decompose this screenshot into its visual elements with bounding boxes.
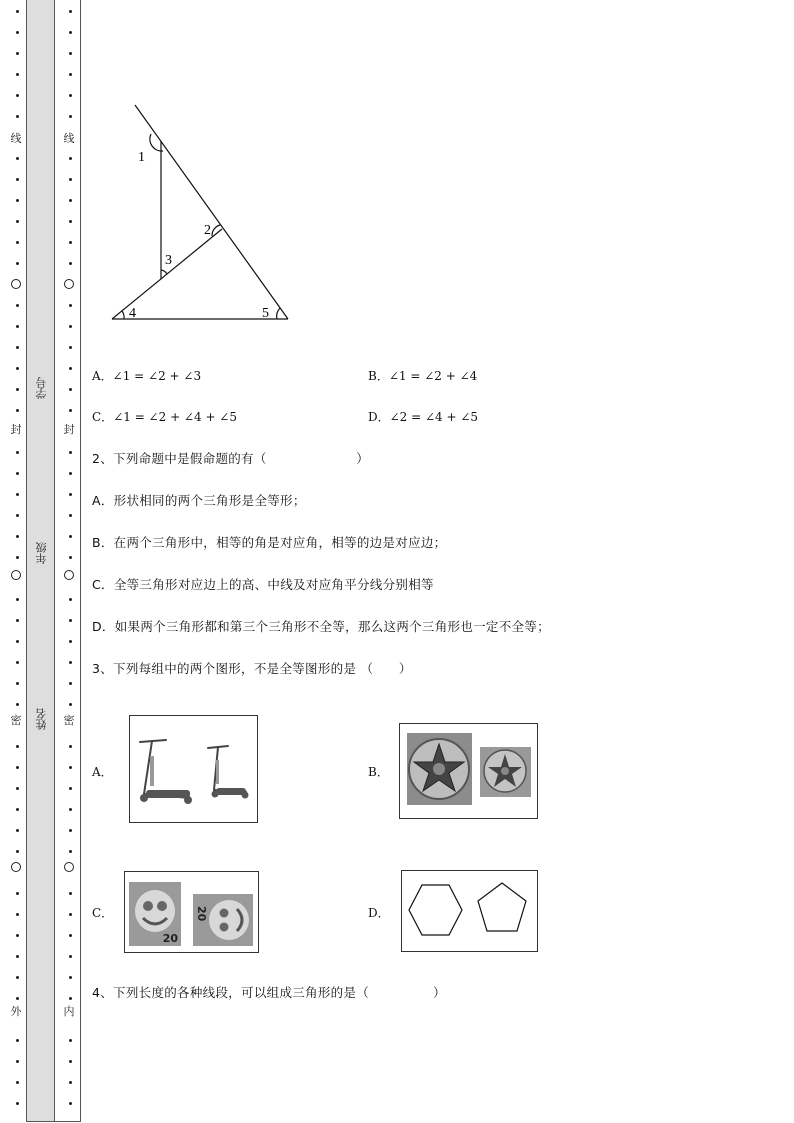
margin-char-mi-outer: 密 <box>10 714 22 727</box>
margin-dot <box>16 955 19 958</box>
margin-dot <box>16 472 19 475</box>
q1-option-d-letter: D． <box>368 410 390 424</box>
margin-dot <box>69 115 72 118</box>
margin-dot <box>69 472 72 475</box>
margin-dot <box>69 808 72 811</box>
margin-dot <box>16 94 19 97</box>
margin-dot <box>69 913 72 916</box>
margin-dot <box>16 115 19 118</box>
margin-dot <box>16 241 19 244</box>
margin-dot <box>16 976 19 979</box>
margin-dot <box>16 52 19 55</box>
margin-dot <box>16 514 19 517</box>
angle-label-3: 3 <box>165 253 172 268</box>
margin-dot <box>69 409 72 412</box>
margin-circle <box>64 862 74 872</box>
margin-dot <box>69 661 72 664</box>
margin-dot <box>69 829 72 832</box>
margin-char-feng-inner: 封 <box>63 423 75 436</box>
pentagon-icon <box>478 883 526 931</box>
margin-dot <box>69 1039 72 1042</box>
margin-dot <box>69 10 72 13</box>
margin-dot <box>69 52 72 55</box>
margin-dot <box>69 367 72 370</box>
margin-dot <box>16 262 19 265</box>
margin-dot <box>69 262 72 265</box>
margin-dot <box>69 850 72 853</box>
margin-dot <box>69 682 72 685</box>
q2-option-a: A．形状相同的两个三角形是全等形； <box>92 493 306 508</box>
margin-dot <box>69 199 72 202</box>
scooter-pair-icon <box>130 716 257 822</box>
margin-dot <box>16 367 19 370</box>
angle-label-5: 5 <box>262 306 269 321</box>
q2-option-c: C．全等三角形对应边上的高、中线及对应角平分线分别相等 <box>92 577 434 592</box>
margin-dot <box>16 808 19 811</box>
margin-dot <box>16 304 19 307</box>
q3-option-a-letter: A． <box>92 765 113 779</box>
margin-dot <box>69 73 72 76</box>
margin-dot <box>16 703 19 706</box>
margin-dot <box>69 157 72 160</box>
margin-dot <box>16 220 19 223</box>
q3-option-c-image <box>124 871 259 953</box>
q3-option-b-letter: B． <box>368 765 389 779</box>
q3-option-c-letter: C． <box>92 906 114 920</box>
margin-dot <box>16 10 19 13</box>
q2-option-d: D．如果两个三角形都和第三个三角形不全等，那么这两个三角形也一定不全等； <box>92 619 550 634</box>
hexagon-pentagon-icon <box>402 871 537 951</box>
q1-option-a-text: ∠1 = ∠2 + ∠3 <box>112 369 202 383</box>
margin-char-mi-inner: 密 <box>63 714 75 727</box>
margin-dot <box>16 199 19 202</box>
margin-dot <box>16 787 19 790</box>
angle-label-4: 4 <box>129 306 136 321</box>
margin-dot <box>69 640 72 643</box>
margin-dot <box>69 766 72 769</box>
margin-dot <box>16 409 19 412</box>
stamp-right-value: 20 <box>195 906 208 922</box>
margin-dot <box>69 451 72 454</box>
outer-dotted-line <box>14 0 24 1123</box>
margin-dot <box>69 997 72 1000</box>
field-label-name: 姓名 <box>35 708 48 730</box>
margin-dot <box>69 325 72 328</box>
q1-option-c-letter: C． <box>92 410 114 424</box>
margin-dot <box>69 241 72 244</box>
margin-char-feng-outer: 封 <box>10 423 22 436</box>
margin-dot <box>16 682 19 685</box>
field-label-student-id: 学号 <box>35 377 48 399</box>
q1-option-a <box>92 368 201 384</box>
figure-long-side <box>135 105 288 319</box>
margin-dot <box>69 619 72 622</box>
q4-stem: 4、下列长度的各种线段，可以组成三角形的是（ ） <box>92 985 446 1000</box>
q1-option-c-text: ∠1 = ∠2 + ∠4 + ∠5 <box>113 410 237 424</box>
margin-dot <box>16 1102 19 1105</box>
margin-dot <box>16 913 19 916</box>
margin-dot <box>16 1039 19 1042</box>
angle-arc-5 <box>277 308 280 319</box>
margin-dot <box>69 178 72 181</box>
q1-option-c <box>92 409 237 425</box>
binding-inner-line <box>80 0 81 1121</box>
margin-dot <box>69 1081 72 1084</box>
margin-dot <box>16 1081 19 1084</box>
margin-dot <box>16 661 19 664</box>
margin-dot <box>16 451 19 454</box>
margin-dot <box>16 1060 19 1063</box>
q3-option-b-image <box>399 723 538 819</box>
margin-dot <box>69 94 72 97</box>
q3-option-d-letter: D． <box>368 906 390 920</box>
margin-dot <box>69 955 72 958</box>
q1-option-d <box>368 409 478 425</box>
q1-option-b <box>368 368 477 384</box>
margin-dot <box>16 535 19 538</box>
margin-dot <box>16 619 19 622</box>
margin-dot <box>69 598 72 601</box>
margin-dot <box>16 640 19 643</box>
margin-dot <box>16 829 19 832</box>
margin-dot <box>69 346 72 349</box>
margin-char-xian-inner: 线 <box>63 132 75 145</box>
margin-dot <box>69 514 72 517</box>
margin-char-wai-outer: 外 <box>10 1005 22 1018</box>
margin-dot <box>16 73 19 76</box>
margin-dot <box>16 157 19 160</box>
q1-option-b-letter: B． <box>368 369 389 383</box>
margin-char-xian-outer: 线 <box>10 132 22 145</box>
q3-stem: 3、下列每组中的两个图形，不是全等图形的是 （ ） <box>92 661 412 676</box>
margin-circle <box>11 862 21 872</box>
margin-dot <box>16 934 19 937</box>
margin-circle <box>64 570 74 580</box>
margin-dot <box>16 346 19 349</box>
margin-circle <box>11 570 21 580</box>
margin-dot <box>16 850 19 853</box>
q3-option-a-image <box>129 715 258 823</box>
margin-dot <box>69 220 72 223</box>
q2-option-b: B．在两个三角形中，相等的角是对应角，相等的边是对应边； <box>92 535 447 550</box>
margin-dot <box>16 892 19 895</box>
margin-char-nei-inner: 内 <box>63 1005 75 1018</box>
margin-dot <box>69 304 72 307</box>
margin-dot <box>69 31 72 34</box>
angle-label-1: 1 <box>138 150 145 165</box>
inner-dotted-line <box>67 0 77 1123</box>
angle-arc-4 <box>122 311 124 319</box>
margin-dot <box>69 493 72 496</box>
angle-label-2: 2 <box>204 223 211 238</box>
stamp-right <box>193 894 253 946</box>
margin-dot <box>69 556 72 559</box>
margin-dot <box>69 1102 72 1105</box>
q1-option-a-letter: A． <box>92 369 113 383</box>
q3-option-d-image <box>401 870 538 952</box>
margin-dot <box>69 892 72 895</box>
field-label-grade: 年级 <box>35 542 48 564</box>
margin-dot <box>69 787 72 790</box>
margin-dot <box>16 493 19 496</box>
angle-arc-3 <box>161 270 167 274</box>
margin-dot <box>69 745 72 748</box>
q2-stem: 2、下列命题中是假命题的有（ ） <box>92 451 370 466</box>
hexagon-icon <box>409 885 462 935</box>
margin-circle <box>64 279 74 289</box>
margin-dot <box>69 976 72 979</box>
margin-dot <box>16 766 19 769</box>
margin-dot <box>16 178 19 181</box>
margin-dot <box>16 997 19 1000</box>
margin-dot <box>69 1060 72 1063</box>
margin-dot <box>16 388 19 391</box>
margin-dot <box>16 556 19 559</box>
margin-dot <box>16 31 19 34</box>
margin-dot <box>69 934 72 937</box>
emblem-pair-icon <box>400 724 537 818</box>
stamp-left-value: 20 <box>162 932 178 945</box>
triangle-angle-figure <box>100 100 300 330</box>
margin-dot <box>16 325 19 328</box>
stamp-left <box>129 882 181 946</box>
margin-dot <box>16 598 19 601</box>
margin-dot <box>16 745 19 748</box>
margin-dot <box>69 388 72 391</box>
q1-option-b-text: ∠1 = ∠2 + ∠4 <box>388 369 478 383</box>
margin-circle <box>11 279 21 289</box>
margin-dot <box>69 703 72 706</box>
margin-dot <box>69 535 72 538</box>
q1-option-d-text: ∠2 = ∠4 + ∠5 <box>389 410 479 424</box>
